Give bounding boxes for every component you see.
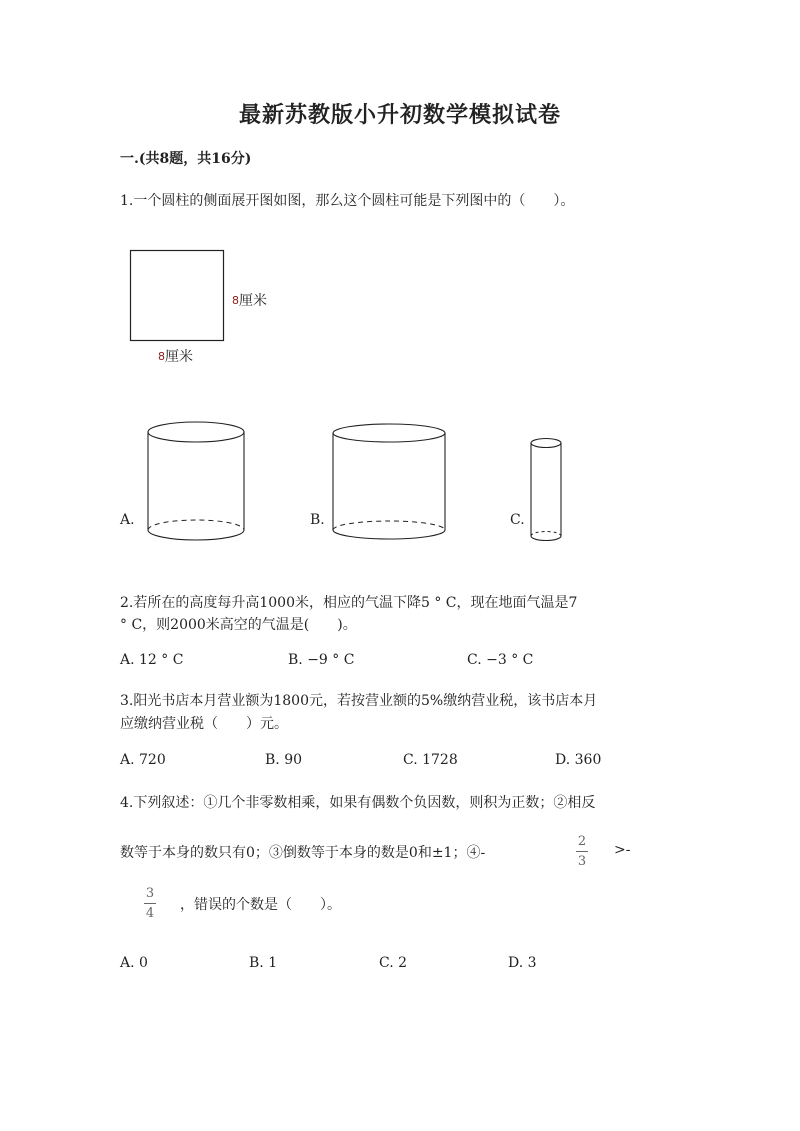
fraction-numerator: 3 — [145, 886, 155, 901]
question-3-line-1: 3.阳光书店本月营业额为1800元，若按营业额的5%缴纳营业税，该书店本月 — [120, 693, 598, 709]
fraction-three-quarters — [144, 886, 156, 921]
question-4-option-d[interactable]: D. 3 — [508, 955, 537, 971]
question-4-option-b[interactable]: B. 1 — [249, 955, 278, 971]
comparison-sign: >- — [614, 842, 631, 858]
question-4-line-1: 4.下列叙述：①几个非零数相乘，如果有偶数个负因数，则积为正数；②相反 — [120, 795, 596, 811]
question-2-option-a[interactable]: A. 12 ° C — [120, 652, 184, 668]
fraction-denominator: 3 — [577, 854, 587, 869]
question-2-line-1: 2.若所在的高度每升高1000米，相应的气温下降5 ° C，现在地面气温是7 — [120, 595, 578, 611]
section-heading: 一.(共8题，共16分) — [120, 151, 252, 167]
fraction-numerator: 2 — [577, 834, 587, 849]
question-3-line-2: 应缴纳营业税（ ）元。 — [120, 716, 288, 732]
question-1-option-a[interactable]: A. — [120, 512, 135, 528]
page-title: 最新苏教版小升初数学模拟试卷 — [238, 102, 561, 128]
question-2-option-c[interactable]: C. −3 ° C — [467, 652, 534, 668]
question-2-option-b[interactable]: B. −9 ° C — [288, 652, 355, 668]
question-4-line-2: 数等于本身的数只有0；③倒数等于本身的数是0和±1；④- — [120, 845, 486, 861]
question-3-option-b[interactable]: B. 90 — [265, 752, 303, 768]
question-3-option-c[interactable]: C. 1728 — [403, 752, 458, 768]
question-1-option-b[interactable]: B. — [310, 512, 325, 528]
question-1-text: 1.一个圆柱的侧面展开图如图，那么这个圆柱可能是下列图中的（ ）。 — [120, 193, 575, 209]
question-2-line-2: ° C，则2000米高空的气温是( )。 — [120, 617, 357, 633]
question-4-option-c[interactable]: C. 2 — [379, 955, 408, 971]
question-4-option-a[interactable]: A. 0 — [120, 955, 148, 971]
question-4-line-3: ，错误的个数是（ ）。 — [180, 897, 341, 913]
question-1-option-c[interactable]: C. — [510, 512, 525, 528]
question-3-option-a[interactable]: A. 720 — [120, 752, 166, 768]
fraction-denominator: 4 — [145, 906, 155, 921]
question-3-option-d[interactable]: D. 360 — [555, 752, 602, 768]
square-side-label: 8厘米 — [232, 293, 267, 309]
fraction-two-thirds — [576, 834, 588, 869]
square-bottom-label: 8厘米 — [158, 349, 193, 365]
